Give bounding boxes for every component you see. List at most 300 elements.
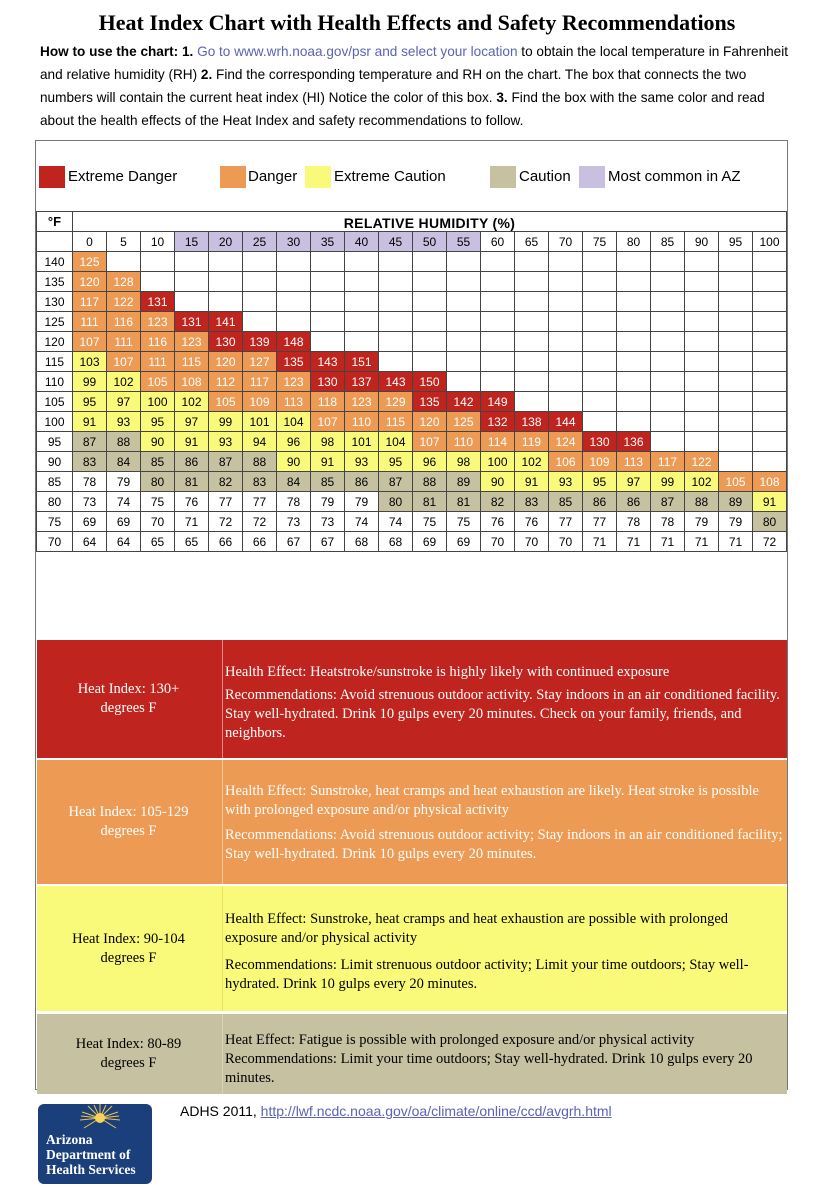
heat-index-cell: 89 bbox=[719, 492, 753, 512]
heat-index-cell: 122 bbox=[685, 452, 719, 472]
table-row bbox=[37, 492, 787, 512]
empty-cell bbox=[345, 252, 379, 272]
heat-index-cell: 122 bbox=[107, 292, 141, 312]
heat-index-cell: 65 bbox=[141, 532, 175, 552]
heat-index-cell: 78 bbox=[651, 512, 685, 532]
empty-cell bbox=[141, 252, 175, 272]
empty-cell bbox=[651, 332, 685, 352]
heat-index-cell: 111 bbox=[107, 332, 141, 352]
heat-index-cell: 81 bbox=[175, 472, 209, 492]
empty-cell bbox=[311, 292, 345, 312]
heat-index-cell: 93 bbox=[345, 452, 379, 472]
rh-column-header: 65 bbox=[515, 232, 549, 252]
heat-index-cell: 74 bbox=[107, 492, 141, 512]
empty-cell bbox=[719, 252, 753, 272]
empty-cell bbox=[617, 352, 651, 372]
heat-index-cell: 93 bbox=[107, 412, 141, 432]
heat-index-cell: 139 bbox=[243, 332, 277, 352]
empty-cell bbox=[345, 292, 379, 312]
band-extreme-caution-effect: Health Effect: Sunstroke, heat cramps and heat exhaustion are possible with prolonged exposure and/or physical activity bbox=[225, 911, 729, 946]
empty-cell bbox=[753, 312, 787, 332]
heat-index-cell: 115 bbox=[379, 412, 413, 432]
heat-index-cell: 78 bbox=[73, 472, 107, 492]
heat-index-cell: 84 bbox=[277, 472, 311, 492]
empty-cell bbox=[379, 352, 413, 372]
heat-index-cell: 71 bbox=[583, 532, 617, 552]
heat-index-cell: 81 bbox=[413, 492, 447, 512]
heat-index-cell: 123 bbox=[345, 392, 379, 412]
heat-index-cell: 66 bbox=[243, 532, 277, 552]
rh-column-header: 5 bbox=[107, 232, 141, 252]
empty-cell bbox=[617, 252, 651, 272]
empty-cell bbox=[515, 392, 549, 412]
empty-cell bbox=[447, 352, 481, 372]
heat-index-cell: 127 bbox=[243, 352, 277, 372]
heat-index-cell: 107 bbox=[73, 332, 107, 352]
band-extreme-caution-range-line1: Heat Index: 90-104 bbox=[72, 930, 185, 947]
heat-index-cell: 111 bbox=[73, 312, 107, 332]
heat-index-cell: 70 bbox=[481, 532, 515, 552]
legend-swatch-extreme-danger bbox=[39, 166, 65, 188]
heat-index-cell: 87 bbox=[379, 472, 413, 492]
heat-index-cell: 115 bbox=[175, 352, 209, 372]
band-danger-range-line2: degrees F bbox=[100, 823, 157, 839]
heat-index-cell: 73 bbox=[73, 492, 107, 512]
heat-index-cell: 98 bbox=[447, 452, 481, 472]
heat-index-cell: 108 bbox=[753, 472, 787, 492]
heat-index-cell: 79 bbox=[685, 512, 719, 532]
empty-cell bbox=[549, 292, 583, 312]
band-caution bbox=[37, 1014, 787, 1094]
heat-index-cell: 87 bbox=[651, 492, 685, 512]
empty-cell bbox=[243, 272, 277, 292]
temperature-cell: 135 bbox=[37, 272, 73, 292]
noaa-link[interactable]: Go to www.wrh.noaa.gov/psr and select your location bbox=[197, 44, 518, 59]
heat-index-cell: 83 bbox=[73, 452, 107, 472]
table-row bbox=[37, 352, 787, 372]
heat-index-cell: 81 bbox=[447, 492, 481, 512]
heat-index-cell: 129 bbox=[379, 392, 413, 412]
heat-index-cell: 104 bbox=[379, 432, 413, 452]
heat-index-cell: 64 bbox=[107, 532, 141, 552]
empty-cell bbox=[753, 332, 787, 352]
heat-index-cell: 71 bbox=[175, 512, 209, 532]
heat-index-cell: 135 bbox=[413, 392, 447, 412]
logo-line-2: Department of bbox=[46, 1147, 131, 1162]
heat-index-cell: 71 bbox=[617, 532, 651, 552]
table-row bbox=[37, 432, 787, 452]
band-danger-effect: Health Effect: Sunstroke, heat cramps and heat exhaustion are likely. Heat stroke is possible with prolonged exposure and/or physical activity bbox=[225, 783, 759, 818]
empty-cell bbox=[549, 252, 583, 272]
empty-cell bbox=[413, 252, 447, 272]
empty-cell bbox=[753, 352, 787, 372]
empty-cell bbox=[515, 312, 549, 332]
heat-index-cell: 74 bbox=[345, 512, 379, 532]
heat-index-cell: 102 bbox=[107, 372, 141, 392]
empty-cell bbox=[515, 272, 549, 292]
rh-column-header: 45 bbox=[379, 232, 413, 252]
heat-index-cell: 107 bbox=[107, 352, 141, 372]
empty-cell bbox=[243, 312, 277, 332]
empty-cell bbox=[617, 392, 651, 412]
heat-index-cell: 116 bbox=[107, 312, 141, 332]
empty-cell bbox=[753, 452, 787, 472]
heat-index-cell: 98 bbox=[311, 432, 345, 452]
band-caution-text bbox=[222, 1014, 787, 1094]
heat-index-cell: 94 bbox=[243, 432, 277, 452]
heat-index-cell: 95 bbox=[583, 472, 617, 492]
empty-cell bbox=[447, 332, 481, 352]
how-to-instructions bbox=[40, 40, 800, 132]
empty-cell bbox=[379, 272, 413, 292]
heat-index-cell: 78 bbox=[277, 492, 311, 512]
heat-index-cell: 91 bbox=[515, 472, 549, 492]
empty-cell bbox=[243, 252, 277, 272]
empty-cell bbox=[617, 312, 651, 332]
empty-cell bbox=[515, 252, 549, 272]
heat-index-cell: 138 bbox=[515, 412, 549, 432]
heat-index-cell: 95 bbox=[141, 412, 175, 432]
heat-index-cell: 101 bbox=[243, 412, 277, 432]
heat-index-cell: 149 bbox=[481, 392, 515, 412]
empty-cell bbox=[685, 432, 719, 452]
temperature-cell: 95 bbox=[37, 432, 73, 452]
heat-index-cell: 75 bbox=[447, 512, 481, 532]
heat-index-cell: 102 bbox=[685, 472, 719, 492]
reference-source: ADHS 2011, bbox=[180, 1103, 261, 1119]
howto-step-3-text: Find the box with the same color and read about the health effects of the Heat Index and safety recommendations to follow. bbox=[40, 90, 765, 128]
heat-index-cell: 109 bbox=[583, 452, 617, 472]
empty-cell bbox=[209, 292, 243, 312]
heat-index-cell: 136 bbox=[617, 432, 651, 452]
heat-index-cell: 93 bbox=[549, 472, 583, 492]
empty-cell bbox=[413, 292, 447, 312]
heat-index-cell: 95 bbox=[379, 452, 413, 472]
empty-cell bbox=[549, 392, 583, 412]
heat-index-cell: 88 bbox=[107, 432, 141, 452]
table-row bbox=[37, 272, 787, 292]
band-caution-effect: Heat Effect: Fatigue is possible with prolonged exposure and/or physical activity bbox=[225, 1032, 695, 1048]
howto-step-2-text: Find the corresponding temperature and RH on the chart. The box that connects the two numbers will contain the current heat index (HI) Notice the color of this box. bbox=[40, 67, 747, 105]
heat-index-cell: 128 bbox=[107, 272, 141, 292]
heat-index-cell: 148 bbox=[277, 332, 311, 352]
empty-cell bbox=[141, 272, 175, 292]
empty-cell bbox=[515, 372, 549, 392]
heat-index-cell: 118 bbox=[311, 392, 345, 412]
empty-cell bbox=[719, 432, 753, 452]
heat-index-cell: 80 bbox=[753, 512, 787, 532]
heat-index-cell: 130 bbox=[209, 332, 243, 352]
empty-cell bbox=[651, 252, 685, 272]
band-caution-recommendation: Recommendations: Limit your time outdoors; Stay well-hydrated. Drink 10 gulps every 20 minutes. bbox=[225, 1051, 753, 1086]
empty-cell bbox=[651, 352, 685, 372]
heat-index-cell: 89 bbox=[447, 472, 481, 492]
heat-index-cell: 119 bbox=[515, 432, 549, 452]
heat-index-table bbox=[36, 211, 787, 552]
band-extreme-danger bbox=[37, 640, 787, 758]
heat-index-cell: 107 bbox=[311, 412, 345, 432]
heat-index-cell: 91 bbox=[753, 492, 787, 512]
band-extreme-danger-range-line1: Heat Index: 130+ bbox=[77, 681, 180, 697]
band-extreme-danger-range-line2: degrees F bbox=[100, 700, 157, 716]
heat-index-cell: 80 bbox=[141, 472, 175, 492]
empty-cell bbox=[209, 252, 243, 272]
heat-index-cell: 124 bbox=[549, 432, 583, 452]
heat-index-cell: 73 bbox=[311, 512, 345, 532]
rh-column-header: 30 bbox=[277, 232, 311, 252]
empty-cell bbox=[583, 292, 617, 312]
heat-index-cell: 135 bbox=[277, 352, 311, 372]
empty-cell bbox=[345, 332, 379, 352]
empty-cell bbox=[583, 372, 617, 392]
heat-index-cell: 114 bbox=[481, 432, 515, 452]
heat-index-cell: 144 bbox=[549, 412, 583, 432]
empty-cell bbox=[753, 392, 787, 412]
heat-index-cell: 142 bbox=[447, 392, 481, 412]
heat-index-cell: 76 bbox=[515, 512, 549, 532]
empty-cell bbox=[753, 432, 787, 452]
heat-index-cell: 95 bbox=[73, 392, 107, 412]
empty-cell bbox=[549, 332, 583, 352]
heat-index-cell: 107 bbox=[413, 432, 447, 452]
empty-cell bbox=[617, 412, 651, 432]
heat-index-cell: 110 bbox=[345, 412, 379, 432]
heat-index-cell: 80 bbox=[379, 492, 413, 512]
band-extreme-caution-range-line2: degrees F bbox=[100, 949, 157, 966]
logo-line-3: Health Services bbox=[46, 1162, 136, 1177]
empty-cell bbox=[379, 312, 413, 332]
empty-cell bbox=[685, 412, 719, 432]
heat-index-cell: 151 bbox=[345, 352, 379, 372]
adhs-logo bbox=[38, 1104, 152, 1184]
empty-cell bbox=[447, 312, 481, 332]
heat-index-cell: 101 bbox=[345, 432, 379, 452]
heat-index-cell: 131 bbox=[175, 312, 209, 332]
heat-index-cell: 76 bbox=[481, 512, 515, 532]
legend-swatch-extreme-caution bbox=[305, 166, 331, 188]
heat-index-cell: 75 bbox=[413, 512, 447, 532]
empty-cell bbox=[719, 392, 753, 412]
empty-cell bbox=[583, 252, 617, 272]
heat-index-cell: 99 bbox=[73, 372, 107, 392]
heat-index-cell: 97 bbox=[175, 412, 209, 432]
heat-index-cell: 70 bbox=[549, 532, 583, 552]
empty-cell bbox=[583, 392, 617, 412]
logo-text bbox=[46, 1132, 136, 1177]
rh-column-header: 0 bbox=[73, 232, 107, 252]
empty-cell bbox=[413, 332, 447, 352]
heat-index-cell: 123 bbox=[277, 372, 311, 392]
heat-index-cell: 117 bbox=[651, 452, 685, 472]
legend-swatch-danger bbox=[220, 166, 246, 188]
empty-cell bbox=[549, 272, 583, 292]
heat-index-cell: 79 bbox=[719, 512, 753, 532]
temperature-cell: 125 bbox=[37, 312, 73, 332]
band-extreme-caution-text bbox=[222, 886, 787, 1011]
heat-index-cell: 74 bbox=[379, 512, 413, 532]
heat-index-cell: 109 bbox=[243, 392, 277, 412]
heat-index-cell: 85 bbox=[141, 452, 175, 472]
empty-cell bbox=[447, 252, 481, 272]
heat-index-cell: 79 bbox=[345, 492, 379, 512]
heat-index-cell: 77 bbox=[583, 512, 617, 532]
empty-cell bbox=[685, 352, 719, 372]
heat-index-cell: 111 bbox=[141, 352, 175, 372]
rh-column-header: 70 bbox=[549, 232, 583, 252]
rh-column-header: 20 bbox=[209, 232, 243, 252]
empty-cell bbox=[753, 292, 787, 312]
legend-label-extreme-danger: Extreme Danger bbox=[68, 168, 178, 185]
heat-index-cell: 93 bbox=[209, 432, 243, 452]
empty-cell bbox=[685, 332, 719, 352]
band-danger bbox=[37, 760, 787, 884]
heat-index-cell: 112 bbox=[209, 372, 243, 392]
heat-index-cell: 90 bbox=[277, 452, 311, 472]
empty-cell bbox=[651, 312, 685, 332]
rh-column-header: 60 bbox=[481, 232, 515, 252]
rh-column-header: 15 bbox=[175, 232, 209, 252]
howto-lead: How to use the chart: bbox=[40, 44, 179, 59]
heat-index-cell: 120 bbox=[73, 272, 107, 292]
heat-index-cell: 123 bbox=[141, 312, 175, 332]
heat-index-cell: 67 bbox=[277, 532, 311, 552]
temperature-header: °F bbox=[37, 212, 73, 232]
empty-cell bbox=[549, 312, 583, 332]
empty-cell bbox=[685, 392, 719, 412]
howto-step-1-number: 1. bbox=[182, 44, 194, 59]
empty-cell bbox=[651, 412, 685, 432]
heat-index-cell: 105 bbox=[141, 372, 175, 392]
heat-index-cell: 87 bbox=[209, 452, 243, 472]
empty-cell bbox=[311, 252, 345, 272]
empty-cell bbox=[549, 372, 583, 392]
logo-line-1: Arizona bbox=[46, 1132, 93, 1147]
heat-index-cell: 91 bbox=[73, 412, 107, 432]
temperature-cell: 120 bbox=[37, 332, 73, 352]
empty-cell bbox=[753, 272, 787, 292]
band-danger-range bbox=[37, 760, 220, 884]
legend-label-most-common-az: Most common in AZ bbox=[608, 168, 741, 185]
empty-cell bbox=[413, 272, 447, 292]
heat-index-cell: 67 bbox=[311, 532, 345, 552]
band-caution-range-line1: Heat Index: 80-89 bbox=[75, 1036, 182, 1052]
rh-column-header: 40 bbox=[345, 232, 379, 252]
empty-cell bbox=[311, 272, 345, 292]
heat-index-cell: 91 bbox=[311, 452, 345, 472]
legend-label-extreme-caution: Extreme Caution bbox=[334, 168, 446, 185]
temperature-cell: 130 bbox=[37, 292, 73, 312]
temperature-cell: 70 bbox=[37, 532, 73, 552]
table-row bbox=[37, 512, 787, 532]
heat-index-cell: 108 bbox=[175, 372, 209, 392]
band-extreme-caution-recommendation: Recommendations: Limit strenuous outdoor activity; Limit your time outdoors; Stay well-hydrated. Drink 10 gulps every 20 minutes. bbox=[225, 957, 749, 992]
heat-index-cell: 85 bbox=[311, 472, 345, 492]
empty-cell bbox=[651, 272, 685, 292]
heat-index-cell: 73 bbox=[277, 512, 311, 532]
heat-index-cell: 88 bbox=[413, 472, 447, 492]
band-danger-recommendation: Recommendations: Avoid strenuous outdoor activity; Stay indoors in an air conditioned facility; Stay well-hydrated. Drink 10 gulps every 20 minutes. bbox=[225, 827, 783, 862]
heat-index-cell: 97 bbox=[617, 472, 651, 492]
empty-cell bbox=[277, 292, 311, 312]
temperature-cell: 90 bbox=[37, 452, 73, 472]
empty-cell bbox=[379, 292, 413, 312]
heat-index-cell: 150 bbox=[413, 372, 447, 392]
legend-swatch-caution bbox=[490, 166, 516, 188]
table-row bbox=[37, 372, 787, 392]
heat-index-cell: 72 bbox=[209, 512, 243, 532]
empty-cell bbox=[685, 272, 719, 292]
table-row bbox=[37, 532, 787, 552]
heat-index-cell: 123 bbox=[175, 332, 209, 352]
heat-index-cell: 106 bbox=[549, 452, 583, 472]
heat-index-cell: 137 bbox=[345, 372, 379, 392]
heat-index-cell: 103 bbox=[73, 352, 107, 372]
empty-cell bbox=[515, 352, 549, 372]
empty-cell bbox=[719, 272, 753, 292]
empty-cell bbox=[719, 332, 753, 352]
empty-cell bbox=[175, 272, 209, 292]
empty-cell bbox=[481, 332, 515, 352]
empty-cell bbox=[515, 332, 549, 352]
empty-cell bbox=[209, 272, 243, 292]
heat-index-cell: 120 bbox=[413, 412, 447, 432]
heat-index-cell: 105 bbox=[719, 472, 753, 492]
temperature-cell: 115 bbox=[37, 352, 73, 372]
table-row bbox=[37, 392, 787, 412]
heat-index-cell: 70 bbox=[515, 532, 549, 552]
empty-cell bbox=[651, 292, 685, 312]
rh-column-header: 80 bbox=[617, 232, 651, 252]
empty-cell bbox=[243, 292, 277, 312]
empty-cell bbox=[379, 252, 413, 272]
temperature-cell: 80 bbox=[37, 492, 73, 512]
empty-cell bbox=[617, 292, 651, 312]
empty-cell bbox=[277, 272, 311, 292]
empty-cell bbox=[447, 292, 481, 312]
heat-index-cell: 105 bbox=[209, 392, 243, 412]
empty-cell bbox=[719, 412, 753, 432]
band-extreme-danger-text bbox=[222, 640, 787, 758]
heat-index-cell: 132 bbox=[481, 412, 515, 432]
temperature-cell: 85 bbox=[37, 472, 73, 492]
heat-index-cell: 90 bbox=[141, 432, 175, 452]
rh-column-header: 50 bbox=[413, 232, 447, 252]
heat-index-cell: 99 bbox=[209, 412, 243, 432]
heat-index-cell: 82 bbox=[481, 492, 515, 512]
table-row bbox=[37, 472, 787, 492]
empty-cell bbox=[719, 312, 753, 332]
heat-index-cell: 70 bbox=[141, 512, 175, 532]
empty-cell bbox=[481, 292, 515, 312]
heat-index-cell: 77 bbox=[243, 492, 277, 512]
empty-cell bbox=[617, 332, 651, 352]
band-extreme-danger-range bbox=[37, 640, 220, 758]
heat-index-cell: 86 bbox=[345, 472, 379, 492]
heat-index-cell: 125 bbox=[73, 252, 107, 272]
empty-cell bbox=[753, 252, 787, 272]
heat-index-cell: 72 bbox=[243, 512, 277, 532]
empty-cell bbox=[753, 372, 787, 392]
empty-cell bbox=[107, 252, 141, 272]
band-extreme-caution-range bbox=[37, 886, 220, 1011]
empty-cell bbox=[413, 312, 447, 332]
table-row bbox=[37, 452, 787, 472]
reference-link[interactable]: http://lwf.ncdc.noaa.gov/oa/climate/online/ccd/avgrh.html bbox=[260, 1103, 612, 1119]
empty-cell bbox=[753, 412, 787, 432]
empty-cell bbox=[617, 272, 651, 292]
heat-index-cell: 84 bbox=[107, 452, 141, 472]
heat-index-cell: 102 bbox=[175, 392, 209, 412]
